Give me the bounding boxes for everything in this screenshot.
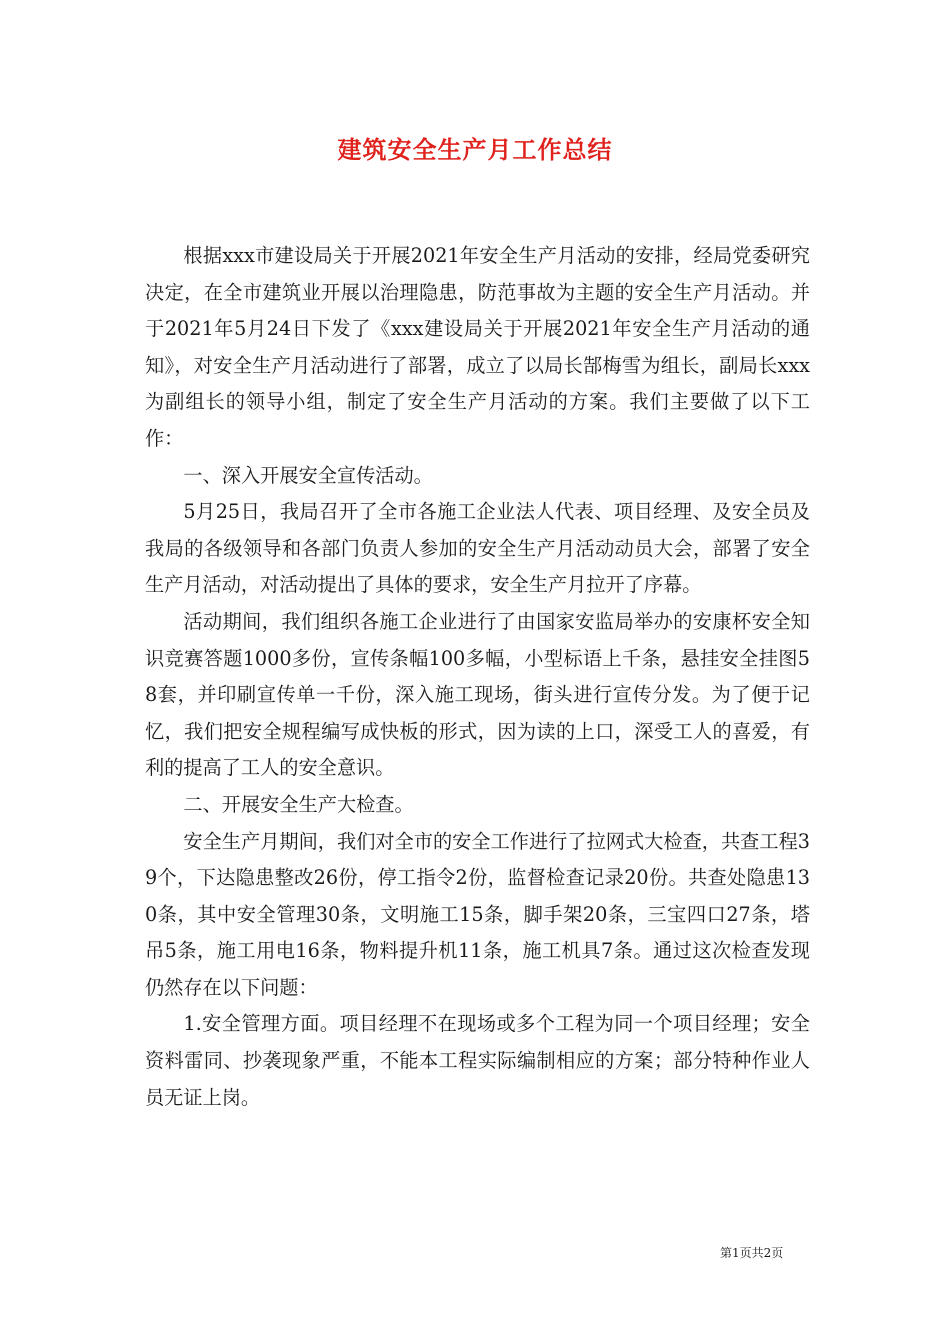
document-title: 建筑安全生产月工作总结	[337, 135, 613, 164]
paragraph-activities: 活动期间，我们组织各施工企业进行了由国家安监局举办的安康杯安全知识竞赛答题1000多份，宣传条幅100多幅，小型标语上千条，悬挂安全挂图58套，并印刷宣传单一千份，深入施工现场，街头进行宣传分发。为了便于记忆，我们把安全规程编写成快板的形式，因为读的上口，深受工人的喜爱，有利的提高了工人的安全意识。	[145, 609, 810, 780]
paragraph-inspection: 安全生产月期间，我们对全市的安全工作进行了拉网式大检查，共查工程39个，下达隐患整改26份，停工指令2份，监督检查记录20份。共查处隐患130条，其中安全管理30条，文明施工15条，脚手架20条，三宝四口27条，塔吊5条，施工用电16条，物料提升机11条，施工机具7条。通过这次检查发现仍然存在以下问题：	[145, 829, 810, 999]
document-body	[145, 238, 810, 1116]
section-heading-1: 一、深入开展安全宣传活动。	[183, 463, 433, 487]
page-number: 第1页共2页	[720, 1246, 784, 1260]
section-heading-2: 二、开展安全生产大检查。	[183, 792, 414, 816]
paragraph-mobilization: 5月25日，我局召开了全市各施工企业法人代表、项目经理、及安全员及我局的各级领导和各部门负责人参加的安全生产月活动动员大会，部署了安全生产月活动，对活动提出了具体的要求，安全生产月拉开了序幕。	[145, 500, 810, 597]
paragraph-issue-1: 1.安全管理方面。项目经理不在现场或多个工程为同一个项目经理；安全资料雷同、抄袭现象严重，不能本工程实际编制相应的方案；部分特种作业人员无证上岗。	[145, 1012, 810, 1109]
paragraph-intro: 根据xxx市建设局关于开展2021年安全生产月活动的安排，经局党委研究决定，在全市建筑业开展以治理隐患，防范事故为主题的安全生产月活动。并于2021年5月24日下发了《xxx建设局关于开展2021年安全生产月活动的通知》，对安全生产月活动进行了部署，成立了以局长郜梅雪为组长，副局长xxx为副组长的领导小组，制定了安全生产月活动的方案。我们主要做了以下工作：	[145, 244, 810, 450]
